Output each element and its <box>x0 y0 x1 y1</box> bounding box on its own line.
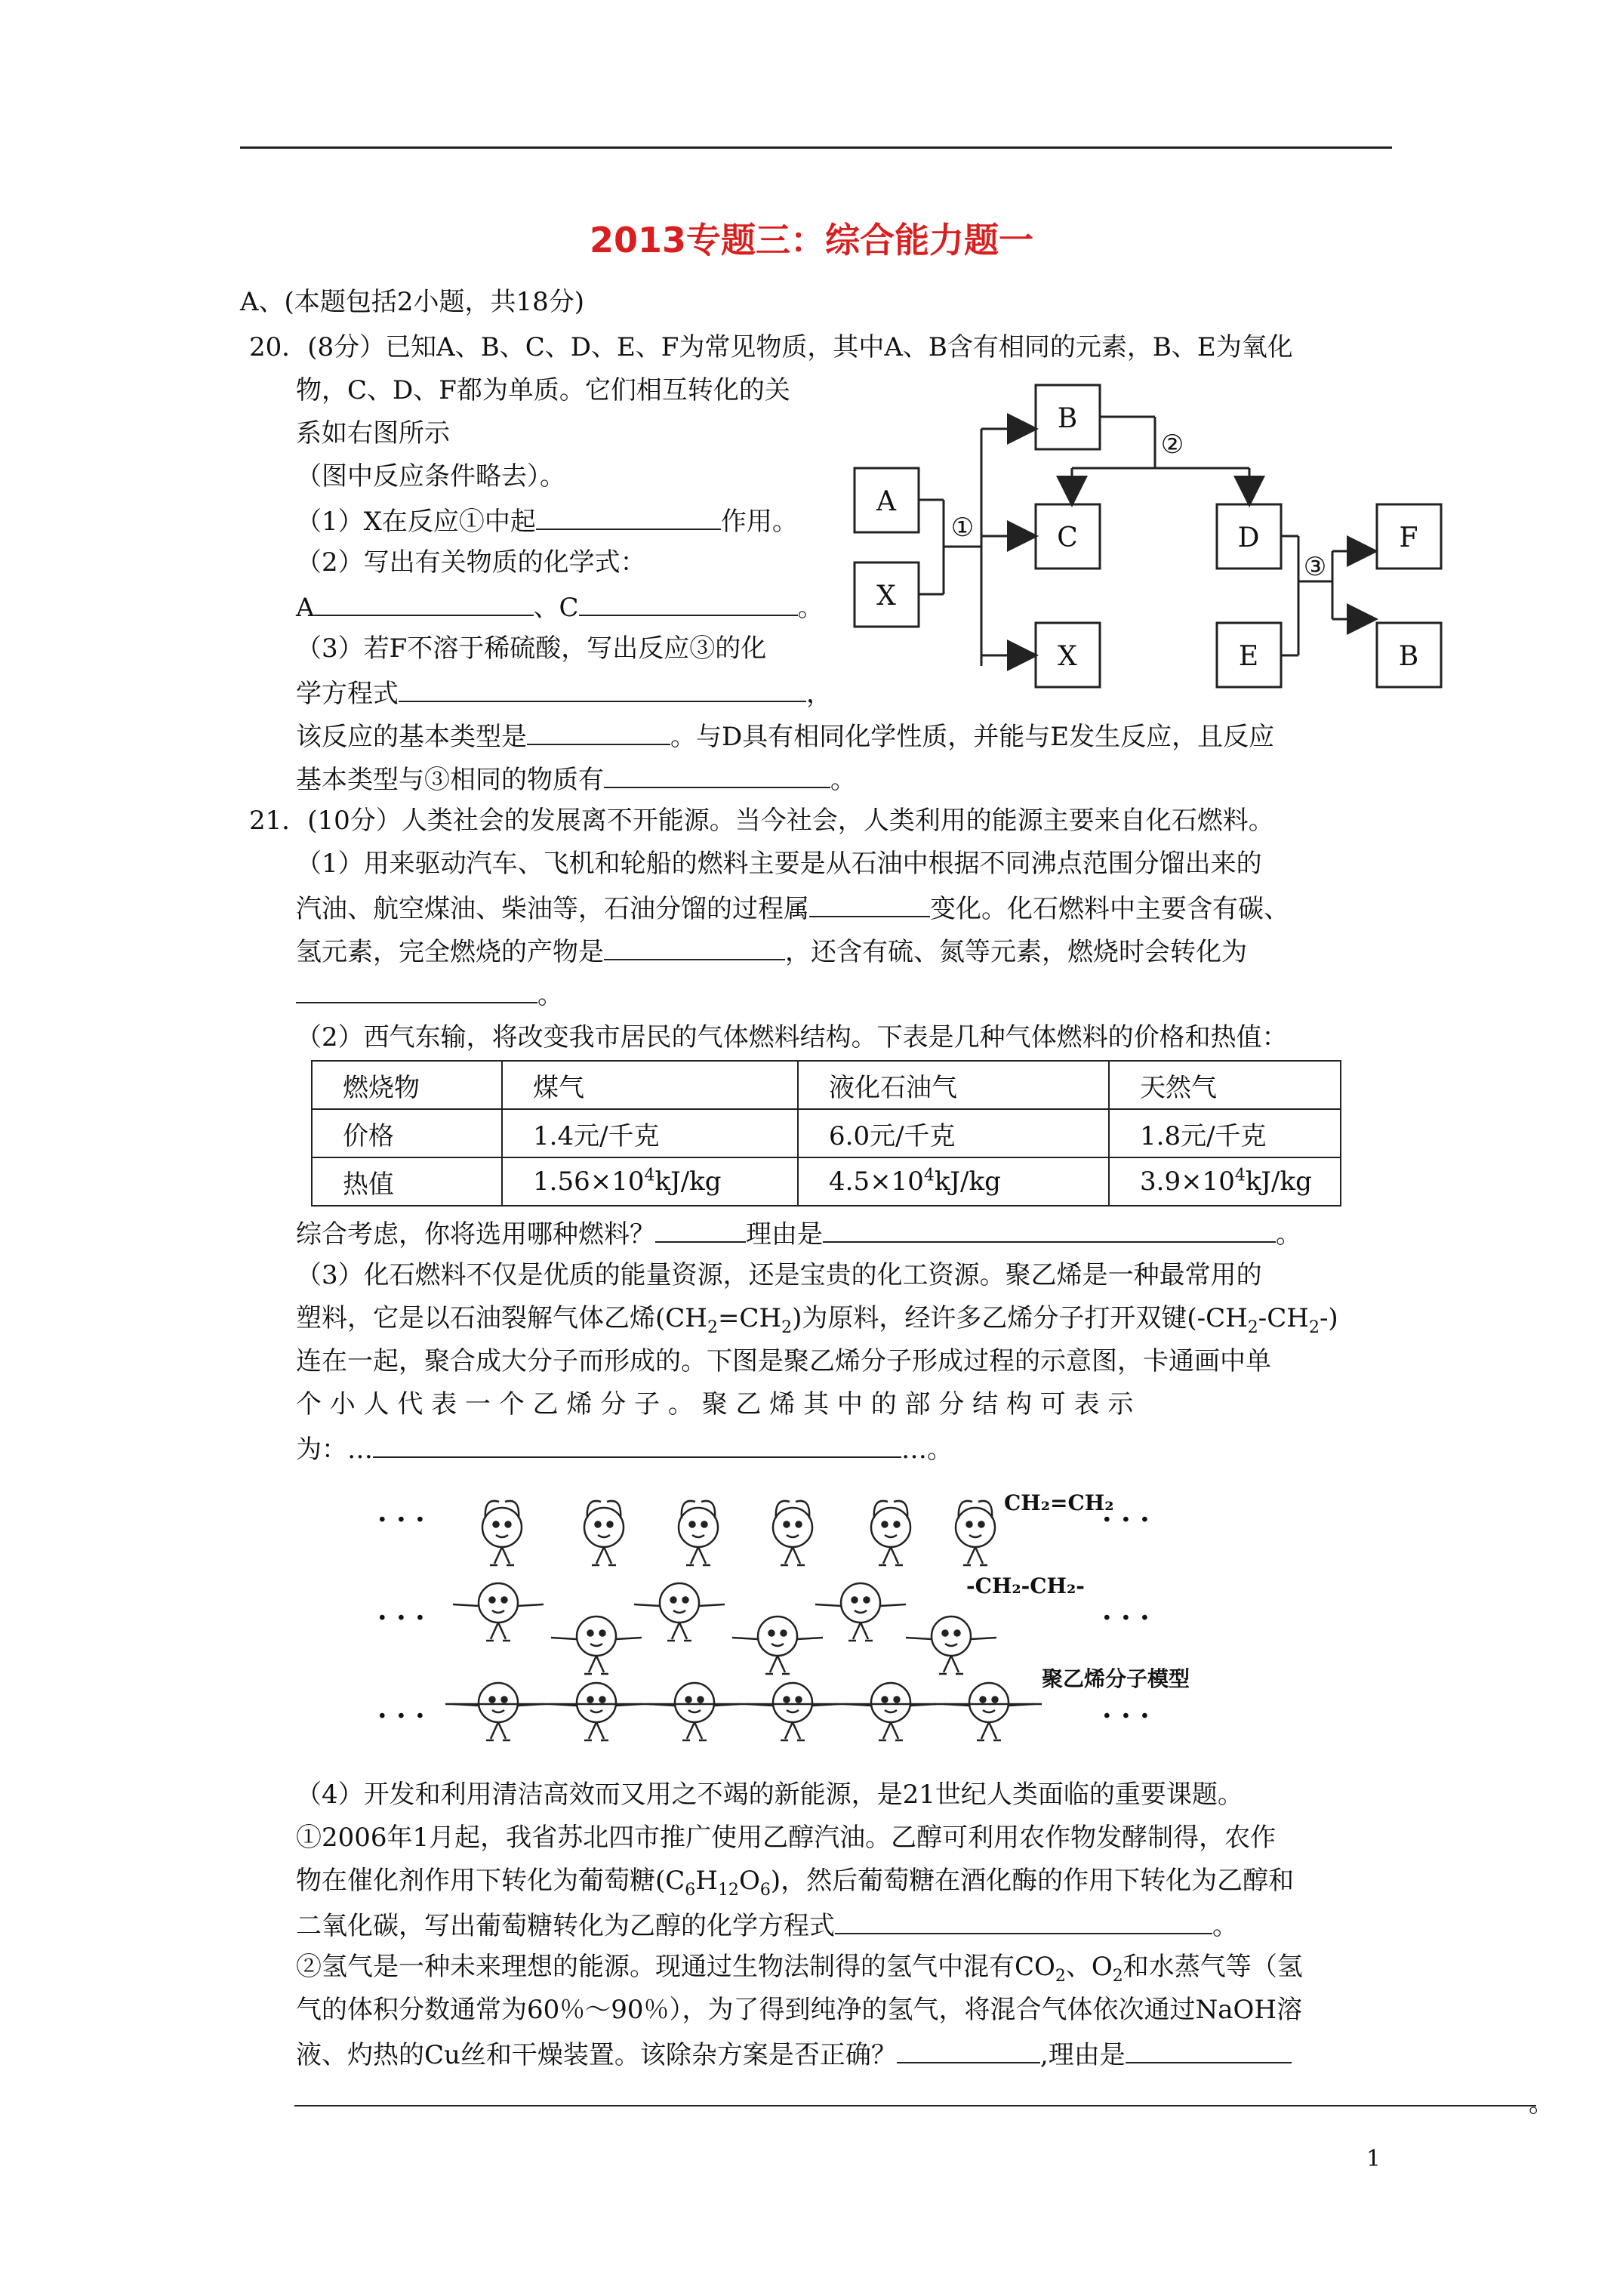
q21-part2-question <box>296 1217 1301 1250</box>
q20-intro-3: 系如右图所示 <box>296 418 450 448</box>
q20-part3-substance-label: 基本类型与③相同的物质有 <box>296 765 604 795</box>
polymer-unit <box>551 1683 642 1740</box>
q20-part3-equation <box>296 676 832 709</box>
heat-value: 4.5×10 <box>829 1166 924 1197</box>
table-cell <box>1109 1157 1341 1206</box>
q20-blank-type[interactable] <box>527 720 670 745</box>
ethylene-molecule <box>773 1501 812 1565</box>
label-d: D <box>1237 522 1260 553</box>
table-header-cell: 燃烧物 <box>312 1061 502 1109</box>
opened-molecule <box>815 1583 906 1641</box>
q20-part1-blank[interactable] <box>536 504 721 530</box>
q21-part2-reason-label: 理由是 <box>746 1219 823 1250</box>
q21-p3-text-a: 塑料，它是以石油裂解气体乙烯(CH <box>296 1303 707 1333</box>
table-cell: 热值 <box>312 1157 502 1206</box>
q20-part1 <box>296 504 798 537</box>
table-cell: 1.4元/千克 <box>502 1109 798 1157</box>
opened-molecule <box>453 1583 544 1641</box>
q21-part3-line3: 连在一起，聚合成大分子而形成的。下图是聚乙烯分子形成过程的示意图，卡通画中单 <box>296 1346 1271 1376</box>
label-c: C <box>1057 522 1078 553</box>
q21-blank-glucose-equation[interactable] <box>835 1909 1212 1934</box>
q20-part3-type-label: 该反应的基本类型是 <box>296 722 527 752</box>
reaction-3-marker: ③ <box>1303 552 1327 582</box>
table-row <box>312 1157 1341 1206</box>
q20-part3-type-tail: 。与D具有相同化学性质，并能与E发生反应，且反应 <box>670 722 1275 752</box>
q21-blank-change[interactable] <box>809 892 930 917</box>
q21-part2-end: 。 <box>1276 1219 1301 1250</box>
label-a: A <box>876 486 896 517</box>
opened-molecule <box>732 1616 823 1674</box>
q21-p3-text-c: )为原料，经许多乙烯分子打开双键(-CH <box>792 1303 1248 1333</box>
q21-blank-fuel[interactable] <box>655 1217 746 1243</box>
polyethylene-model-label: 聚乙烯分子模型 <box>1042 1666 1190 1691</box>
label-x-in: X <box>876 581 896 612</box>
dots: · · · <box>1102 1602 1150 1634</box>
q21-blank-correct[interactable] <box>897 2038 1040 2063</box>
table-cell: 6.0元/千克 <box>798 1109 1109 1157</box>
q21-p3-text-b: =CH <box>717 1303 782 1333</box>
label-f: F <box>1399 522 1418 553</box>
table-row <box>312 1061 1341 1109</box>
q20-part2-c-label: 、C <box>533 593 579 623</box>
q20-part3-end: 。 <box>830 765 856 795</box>
table-cell: 1.8元/千克 <box>1109 1109 1341 1157</box>
q21-p4-h2-text-a: ②氢气是一种未来理想的能源。现通过生物法制得的氢气中混有CO <box>296 1952 1055 1982</box>
q21-part4-line6: 气的体积分数通常为60％～90％），为了得到纯净的氢气，将混合气体依次通过NaOH溶 <box>296 1995 1303 2025</box>
table-header-cell: 天然气 <box>1109 1061 1341 1109</box>
q21-p4-reason-label: ,理由是 <box>1039 2040 1126 2070</box>
q21-part4-line1: （4）开发和利用清洁高效而又用之不竭的新能源，是21世纪人类面临的重要课题。 <box>296 1780 1243 1810</box>
dots: · · · <box>377 1602 425 1634</box>
q21-part1-line2 <box>296 892 1289 924</box>
q21-blank-convert[interactable] <box>296 978 537 1003</box>
q21-part4-line2: ①2006年1月起，我省苏北四市推广使用乙醇汽油。乙醇可利用农作物发酵制得，农作 <box>296 1823 1277 1853</box>
ethylene-molecule <box>679 1501 718 1565</box>
label-b: B <box>1057 403 1078 434</box>
q21-part1-line3 <box>296 935 1247 967</box>
q21-p4-text-b: H <box>695 1866 718 1896</box>
q20-intro: 20．(8分）已知A、B、C、D、E、F为常见物质，其中A、B含有相同的元素，B、E为氧化 <box>249 332 1293 362</box>
dots: · · · <box>1102 1504 1150 1536</box>
header-rule <box>240 146 1392 149</box>
table-header-cell: 煤气 <box>502 1061 798 1109</box>
q21-part1-line1: （1）用来驱动汽车、飞机和轮船的燃料主要是从石油中根据不同沸点范围分馏出来的 <box>296 849 1262 879</box>
q21-p3-text-d: -CH <box>1258 1303 1309 1333</box>
polyethylene-figure <box>362 1476 1253 1755</box>
q20-part3-eq-label: 学方程式 <box>296 679 399 709</box>
reaction-diagram <box>845 378 1464 695</box>
q21-part4-line4 <box>296 1909 1238 1941</box>
fuel-table <box>311 1060 1341 1207</box>
reaction-2-marker: ② <box>1160 430 1184 460</box>
q21-blank-products[interactable] <box>604 935 785 960</box>
heat-unit: kJ/kg <box>654 1166 722 1197</box>
q21-p4-h2-text-b: 、O <box>1065 1952 1113 1982</box>
q21-p4-eq-end: 。 <box>1212 1911 1238 1941</box>
q21-part1-line4 <box>296 978 563 1010</box>
q20-blank-equation[interactable] <box>399 676 806 702</box>
q21-blank-reason[interactable] <box>823 1217 1276 1243</box>
answer-line-end: 。 <box>1529 2088 1554 2119</box>
q21-p4-h2-text-c: 和水蒸气等（氢 <box>1123 1952 1303 1982</box>
dots: · · · <box>377 1504 425 1536</box>
opened-molecule <box>906 1616 996 1674</box>
q21-part1-line2-tail: 变化。化石燃料中主要含有碳、 <box>930 894 1289 924</box>
q20-part3: （3）若F不溶于稀硫酸，写出反应③的化 <box>296 633 767 664</box>
table-row <box>312 1109 1341 1157</box>
q21-p4-text-a: 物在催化剂作用下转化为葡萄糖(C <box>296 1866 685 1896</box>
page-number: 1 <box>1366 2146 1381 2172</box>
q20-blank-c[interactable] <box>579 590 798 616</box>
q21-part3-line1: （3）化石燃料不仅是优质的能量资源，还是宝贵的化工资源。聚乙烯是一种最常用的 <box>296 1260 1262 1290</box>
q21-blank-reason-4[interactable] <box>1126 2038 1292 2063</box>
q20-part2-a-label: A <box>296 593 315 623</box>
table-header-cell: 液化石油气 <box>798 1061 1109 1109</box>
q20-intro-4: （图中反应条件略去）。 <box>296 461 565 492</box>
answer-line[interactable] <box>294 2105 1536 2106</box>
q21-part1-line3-text: 氢元素，完全燃烧的产物是 <box>296 937 604 967</box>
q20-part2: （2）写出有关物质的化学式： <box>296 547 646 578</box>
heat-value: 1.56×10 <box>533 1166 645 1197</box>
q20-part1-text: （1）X在反应①中起 <box>296 507 536 537</box>
q21-p3-text-e: -) <box>1319 1303 1338 1333</box>
q21-part1-line4-end: 。 <box>537 980 563 1010</box>
q20-intro-2: 物，C、D、F都为单质。它们相互转化的关 <box>296 375 790 405</box>
q21-blank-structure[interactable] <box>373 1432 901 1458</box>
heat-unit: kJ/kg <box>1245 1166 1312 1197</box>
q20-part3-substance <box>296 763 856 795</box>
q21-p4-eq-label: 二氧化碳，写出葡萄糖转化为乙醇的化学方程式 <box>296 1911 835 1941</box>
dots: · · · <box>1102 1700 1150 1732</box>
q21-intro: 21．(10分）人类社会的发展离不开能源。当今社会，人类利用的能源主要来自化石燃料。 <box>249 806 1274 836</box>
table-cell <box>502 1157 798 1206</box>
table-cell <box>798 1157 1109 1206</box>
reaction-1-marker: ① <box>950 513 975 543</box>
q21-part1-line2-text: 汽油、航空煤油、柴油等，石油分馏的过程属 <box>296 894 809 924</box>
page-title: 2013专题三：综合能力题一 <box>589 220 1034 260</box>
heat-value: 3.9×10 <box>1140 1166 1235 1197</box>
opened-molecule <box>634 1583 725 1641</box>
ethylene-molecule <box>871 1501 910 1565</box>
q21-p4-correct-label: 液、灼热的Cu丝和干燥装置。该除杂方案是否正确？ <box>296 2040 897 2070</box>
heat-exponent: 4 <box>644 1166 655 1185</box>
q21-part4-line3: 物在催化剂作用下转化为葡萄糖$(C_6H_{12}O_6)$，然后葡萄糖在酒化酶的作用下转化为乙醇和 <box>296 1866 1295 1900</box>
label-e: E <box>1238 641 1259 672</box>
ethylene-molecule <box>482 1501 522 1565</box>
ethylene-molecule <box>584 1501 624 1565</box>
polymer-unit <box>944 1683 1034 1740</box>
q20-blank-a[interactable] <box>315 590 534 616</box>
ethylene-label: CH₂=CH₂ <box>1004 1490 1114 1515</box>
q21-part3-line5 <box>296 1432 953 1465</box>
heat-exponent: 4 <box>1234 1166 1246 1185</box>
polymer-unit <box>453 1683 544 1740</box>
q20-part2-end: 。 <box>797 593 824 623</box>
q20-part2-answers <box>296 590 824 623</box>
polymer-unit <box>845 1683 936 1740</box>
polymer-unit <box>747 1683 838 1740</box>
q21-p3-structure-start: 为：… <box>296 1435 373 1465</box>
q21-p4-text-c: O <box>738 1866 760 1896</box>
polymer-unit <box>649 1683 740 1740</box>
section-a-heading: A、(本题包括2小题，共18分) <box>240 287 584 317</box>
q20-blank-substance[interactable] <box>604 763 830 788</box>
q21-p4-text-d: )，然后葡萄糖在酒化酶的作用下转化为乙醇和 <box>770 1866 1295 1896</box>
q21-part4-line7 <box>296 2038 1292 2070</box>
opened-molecule <box>551 1616 642 1674</box>
dots: · · · <box>377 1700 425 1732</box>
q21-part1-line3-tail: ，还含有硫、氮等元素，燃烧时会转化为 <box>785 937 1247 967</box>
q20-part3-comma: ， <box>806 679 832 709</box>
label-x-out: X <box>1058 641 1077 672</box>
q21-part3-line4: 个 小 人 代 表 一 个 乙 烯 分 子 。 聚 乙 烯 其 中 的 部 分 结 构 可 表 示 <box>296 1389 1134 1419</box>
q20-part3-type <box>296 720 1274 752</box>
label-b-out: B <box>1398 641 1419 672</box>
q21-part4-line5: ②氢气是一种未来理想的能源。现通过生物法制得的氢气中混有$CO_2$、$O_2$和水蒸气等（氢 <box>296 1952 1303 1986</box>
heat-unit: kJ/kg <box>934 1166 1001 1197</box>
ethylene-molecule <box>956 1501 995 1565</box>
q21-part3-line2: 塑料，它是以石油裂解气体乙烯$(CH_2=CH_2)$为原料，经许多乙烯分子打开双键$(-CH_2-CH_2-)$ <box>296 1303 1338 1337</box>
q21-p3-structure-end: …。 <box>901 1435 953 1465</box>
q20-part1-tail: 作用。 <box>720 507 798 537</box>
q21-part2-q-text: 综合考虑，你将选用哪种燃料？ <box>296 1219 655 1250</box>
repeat-unit-label: -CH₂-CH₂- <box>966 1573 1085 1598</box>
heat-exponent: 4 <box>923 1166 935 1185</box>
table-cell: 价格 <box>312 1109 502 1157</box>
q21-part2-intro: （2）西气东输，将改变我市居民的气体燃料结构。下表是几种气体燃料的价格和热值： <box>296 1022 1288 1052</box>
